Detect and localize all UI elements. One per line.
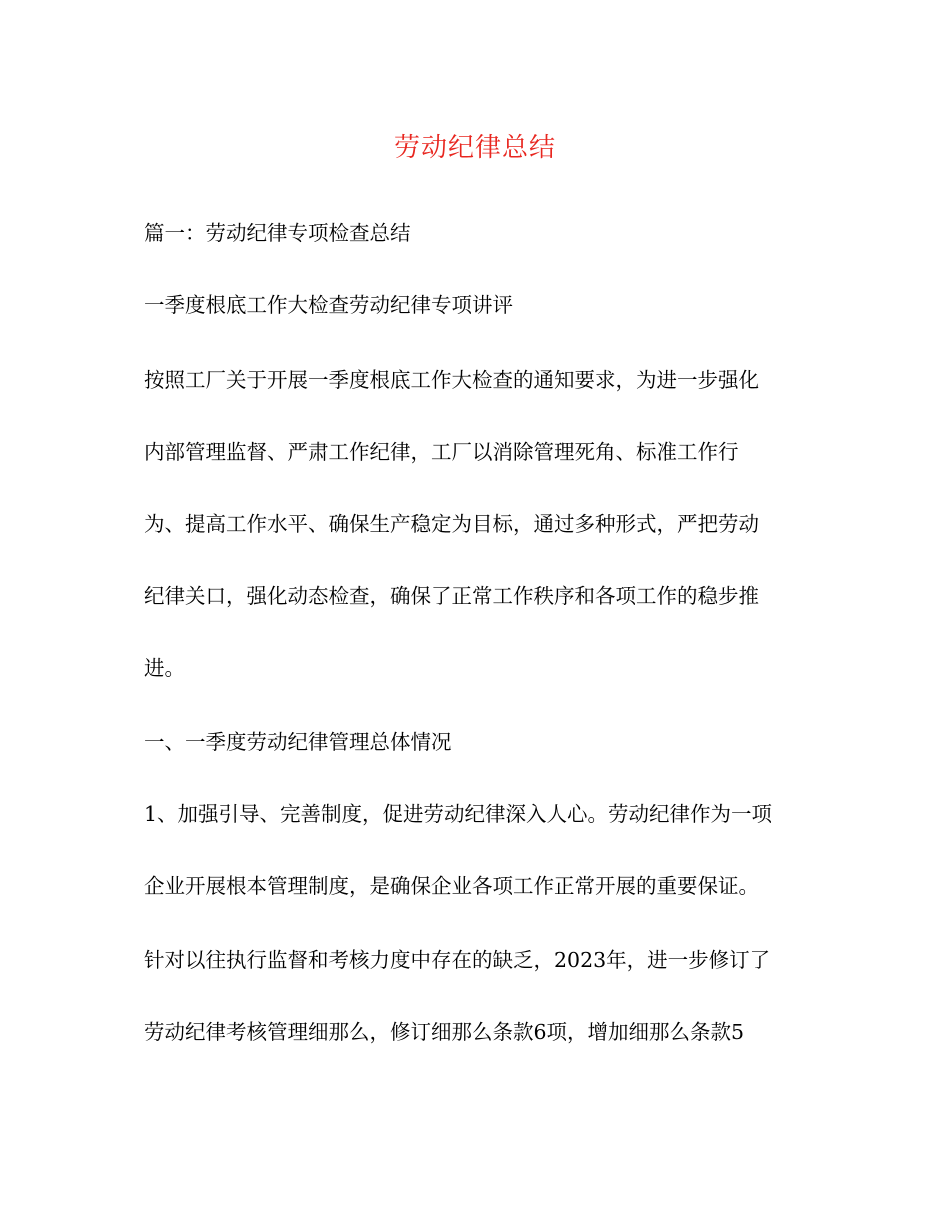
paragraph-line: 针对以往执行监督和考核力度中存在的缺乏，2023年，进一步修订了 bbox=[144, 948, 771, 972]
paragraph-line: 1、加强引导、完善制度，促进劳动纪律深入人心。劳动纪律作为一项 bbox=[144, 802, 773, 826]
paragraph-line: 企业开展根本管理制度，是确保企业各项工作正常开展的重要保证。 bbox=[144, 874, 759, 898]
paragraph-line: 进。 bbox=[144, 656, 185, 680]
paragraph-line: 劳动纪律考核管理细那么，修订细那么条款6项，增加细那么条款5 bbox=[144, 1020, 745, 1044]
paragraph-line: 按照工厂关于开展一季度根底工作大检查的通知要求，为进一步强化 bbox=[144, 368, 759, 392]
paragraph-line: 为、提高工作水平、确保生产稳定为目标，通过多种形式，严把劳动 bbox=[144, 512, 759, 536]
document-title: 劳动纪律总结 bbox=[393, 133, 556, 163]
section-heading: 一、一季度劳动纪律管理总体情况 bbox=[144, 730, 452, 754]
paragraph-line: 纪律关口，强化动态检查，确保了正常工作秩序和各项工作的稳步推 bbox=[144, 584, 759, 608]
section-heading: 篇一：劳动纪律专项检查总结 bbox=[144, 221, 411, 245]
paragraph-line: 内部管理监督、严肃工作纪律，工厂以消除管理死角、标准工作行 bbox=[144, 440, 739, 464]
subheading: 一季度根底工作大检查劳动纪律专项讲评 bbox=[144, 293, 513, 317]
